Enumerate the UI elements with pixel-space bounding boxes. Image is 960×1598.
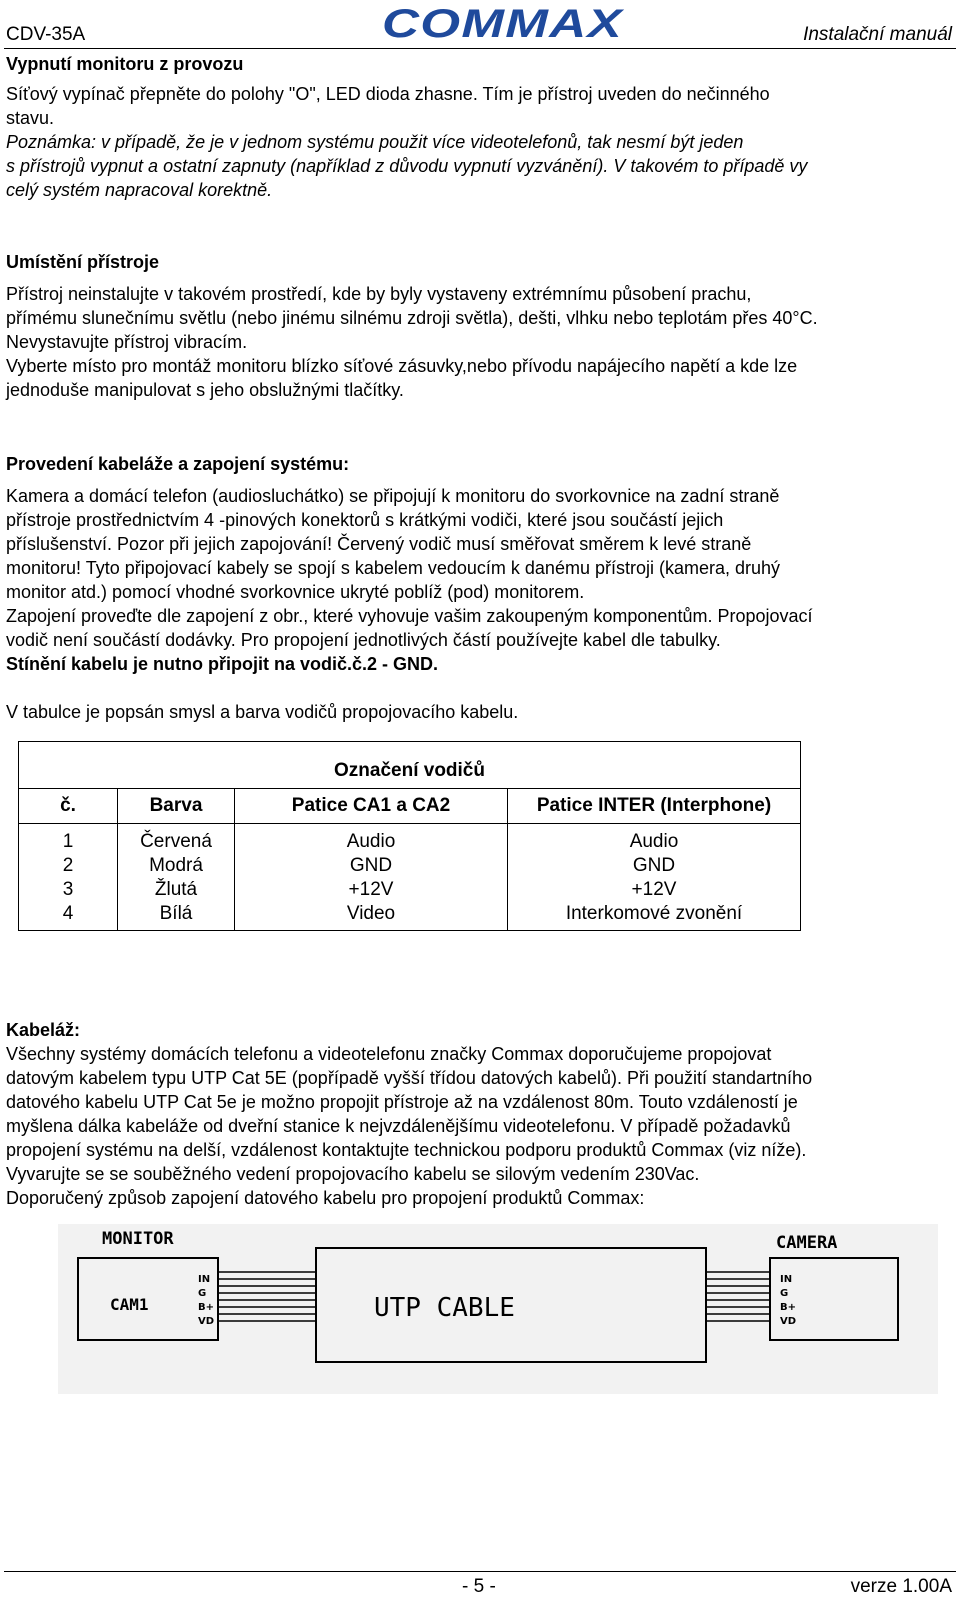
- wire-number: 2: [19, 854, 118, 878]
- power-text-line-1: Síťový vypínač přepněte do polohy "O", LED dioda zhasne. Tím je přístroj uveden do nečinného: [6, 84, 770, 104]
- wire-ca-signal: GND: [235, 854, 508, 878]
- wire-table: [18, 741, 801, 931]
- power-text-line-2: stavu.: [6, 108, 55, 128]
- wire-number: 4: [19, 902, 118, 931]
- utp-wiring-diagram: [58, 1224, 938, 1394]
- placement-line-5: jednoduše manipulovat s jeho obslužnými tlačítky.: [6, 380, 404, 400]
- right-pin-in: IN: [780, 1274, 793, 1285]
- power-note-line-2: s přístrojů vypnut a ostatní zapnuty (například z důvodu vypnutí vyzvánění). V takovém to případě vy: [6, 156, 808, 176]
- right-pin-g: G: [780, 1288, 789, 1299]
- left-pin-bplus: B+: [198, 1302, 215, 1313]
- placement-line-2: přímému slunečnímu světlu (nebo jinému silnému zdroji světla), dešti, vlhku nebo teplotám přes 40°C.: [6, 308, 818, 328]
- table-row: [19, 878, 801, 902]
- right-pin-bplus: B+: [780, 1302, 797, 1313]
- wiring-line-5: monitor atd.) pomocí vhodné svorkovnice ukryté poblíž (pod) monitorem.: [6, 582, 585, 602]
- wire-color: Červená: [118, 824, 235, 855]
- wiring-line-6: Zapojení proveďte dle zapojení z obr., které vyhovuje vašim zakoupeným komponentům. Propojovací: [6, 606, 813, 626]
- heading-placement: Umístění přístroje: [6, 252, 160, 272]
- cabling-line-7: Doporučený způsob zapojení datového kabelu pro propojení produktů Commax:: [6, 1188, 645, 1208]
- wire-ca-signal: Audio: [235, 824, 508, 855]
- commax-logo: COMMAX: [382, 2, 623, 46]
- left-pin-g: G: [198, 1288, 207, 1299]
- placement-line-1: Přístroj neinstalujte v takovém prostředí, kde by byly vystaveny extrémnímu působení prachu,: [6, 284, 752, 304]
- cabling-line-5: propojení systému na delší, vzdálenost kontaktujte technickou podporu produktů Commax (viz níže).: [6, 1140, 807, 1160]
- cabling-line-3: datového kabelu UTP Cat 5e je možno propojit přístroje až na vzdálenost 80m. Touto vzdáleností je: [6, 1092, 798, 1112]
- left-pin-vd: VD: [198, 1316, 215, 1327]
- header-model: CDV-35A: [6, 24, 86, 45]
- monitor-label: MONITOR: [102, 1229, 174, 1249]
- wire-color: Žlutá: [118, 878, 235, 902]
- cabling-line-4: myšlena dálka kabeláže od dveřní stanice k nejvzdálenějšímu videotelefonu. V případě požadavků: [6, 1116, 791, 1136]
- wire-ca-signal: +12V: [235, 878, 508, 902]
- heading-power-off: Vypnutí monitoru z provozu: [6, 54, 244, 74]
- header-doc-title: Instalační manuál: [803, 24, 952, 45]
- wiring-line-3: příslušenství. Pozor při jejich zapojování! Červený vodič musí směřovat směrem k levé straně: [6, 534, 752, 554]
- wiring-line-2: přístroje prostřednictvím 4 -pinových konektorů s krátkými vodiči, které jsou součástí jejich: [6, 510, 724, 530]
- left-pin-in: IN: [198, 1274, 211, 1285]
- table-row: [19, 854, 801, 878]
- footer-rule: [4, 1571, 956, 1572]
- wire-table-header-inter: Patice INTER (Interphone): [508, 789, 801, 824]
- wire-inter-signal: Interkomové zvonění: [508, 902, 801, 931]
- wire-table-title: Označení vodičů: [19, 742, 801, 789]
- power-note-line-3: celý systém napracoval korektně.: [6, 180, 273, 200]
- power-note-line-1: Poznámka: v případě, že je v jednom systému použit více videotelefonů, tak nesmí být jeden: [6, 132, 744, 152]
- wire-ca-signal: Video: [235, 902, 508, 931]
- wire-inter-signal: GND: [508, 854, 801, 878]
- wire-table-header-number: č.: [19, 789, 118, 824]
- wire-number: 3: [19, 878, 118, 902]
- wiring-line-9: V tabulce je popsán smysl a barva vodičů propojovacího kabelu.: [6, 702, 519, 722]
- page-number: - 5 -: [462, 1576, 496, 1597]
- utp-cable-label: UTP CABLE: [374, 1293, 515, 1323]
- header-rule: [4, 48, 956, 49]
- cabling-line-2: datovým kabelem typu UTP Cat 5E (popřípadě vyšší třídou datových kabelů). Při použití standartního: [6, 1068, 813, 1088]
- cabling-line-6: Vyvarujte se se souběžného vedení propojovacího kabelu se silovým vedením 230Vac.: [6, 1164, 700, 1184]
- placement-line-3: Nevystavujte přístroj vibracím.: [6, 332, 248, 352]
- document-version: verze 1.00A: [850, 1576, 952, 1597]
- wire-table-header-ca: Patice CA1 a CA2: [235, 789, 508, 824]
- wiring-line-4: monitoru! Tyto připojovací kabely se spojí s kabelem vedoucím k danému přístroji (kamera, druhý: [6, 558, 781, 578]
- wiring-line-1: Kamera a domácí telefon (audiosluchátko) se připojují k monitoru do svorkovnice na zadní straně: [6, 486, 780, 506]
- wire-number: 1: [19, 824, 118, 855]
- table-row: [19, 902, 801, 931]
- wire-table-header-color: Barva: [118, 789, 235, 824]
- wiring-line-8-shielding: Stínění kabelu je nutno připojit na vodič.č.2 - GND.: [6, 654, 439, 674]
- wire-inter-signal: +12V: [508, 878, 801, 902]
- heading-wiring: Provedení kabeláže a zapojení systému:: [6, 454, 350, 474]
- cam1-label: CAM1: [110, 1295, 149, 1314]
- table-row: [19, 824, 801, 855]
- cabling-line-1: Všechny systémy domácích telefonu a videotelefonu značky Commax doporučujeme propojovat: [6, 1044, 772, 1064]
- placement-line-4: Vyberte místo pro montáž monitoru blízko síťové zásuvky,nebo přívodu napájecího napětí a kde lze: [6, 356, 798, 376]
- right-pin-vd: VD: [780, 1316, 797, 1327]
- heading-cabling: Kabeláž:: [6, 1020, 81, 1040]
- wire-color: Modrá: [118, 854, 235, 878]
- wiring-line-7: vodič není součástí dodávky. Pro propojení jednotlivých částí používejte kabel dle tabulky.: [6, 630, 721, 650]
- wire-color: Bílá: [118, 902, 235, 931]
- wire-inter-signal: Audio: [508, 824, 801, 855]
- camera-label: CAMERA: [776, 1233, 838, 1253]
